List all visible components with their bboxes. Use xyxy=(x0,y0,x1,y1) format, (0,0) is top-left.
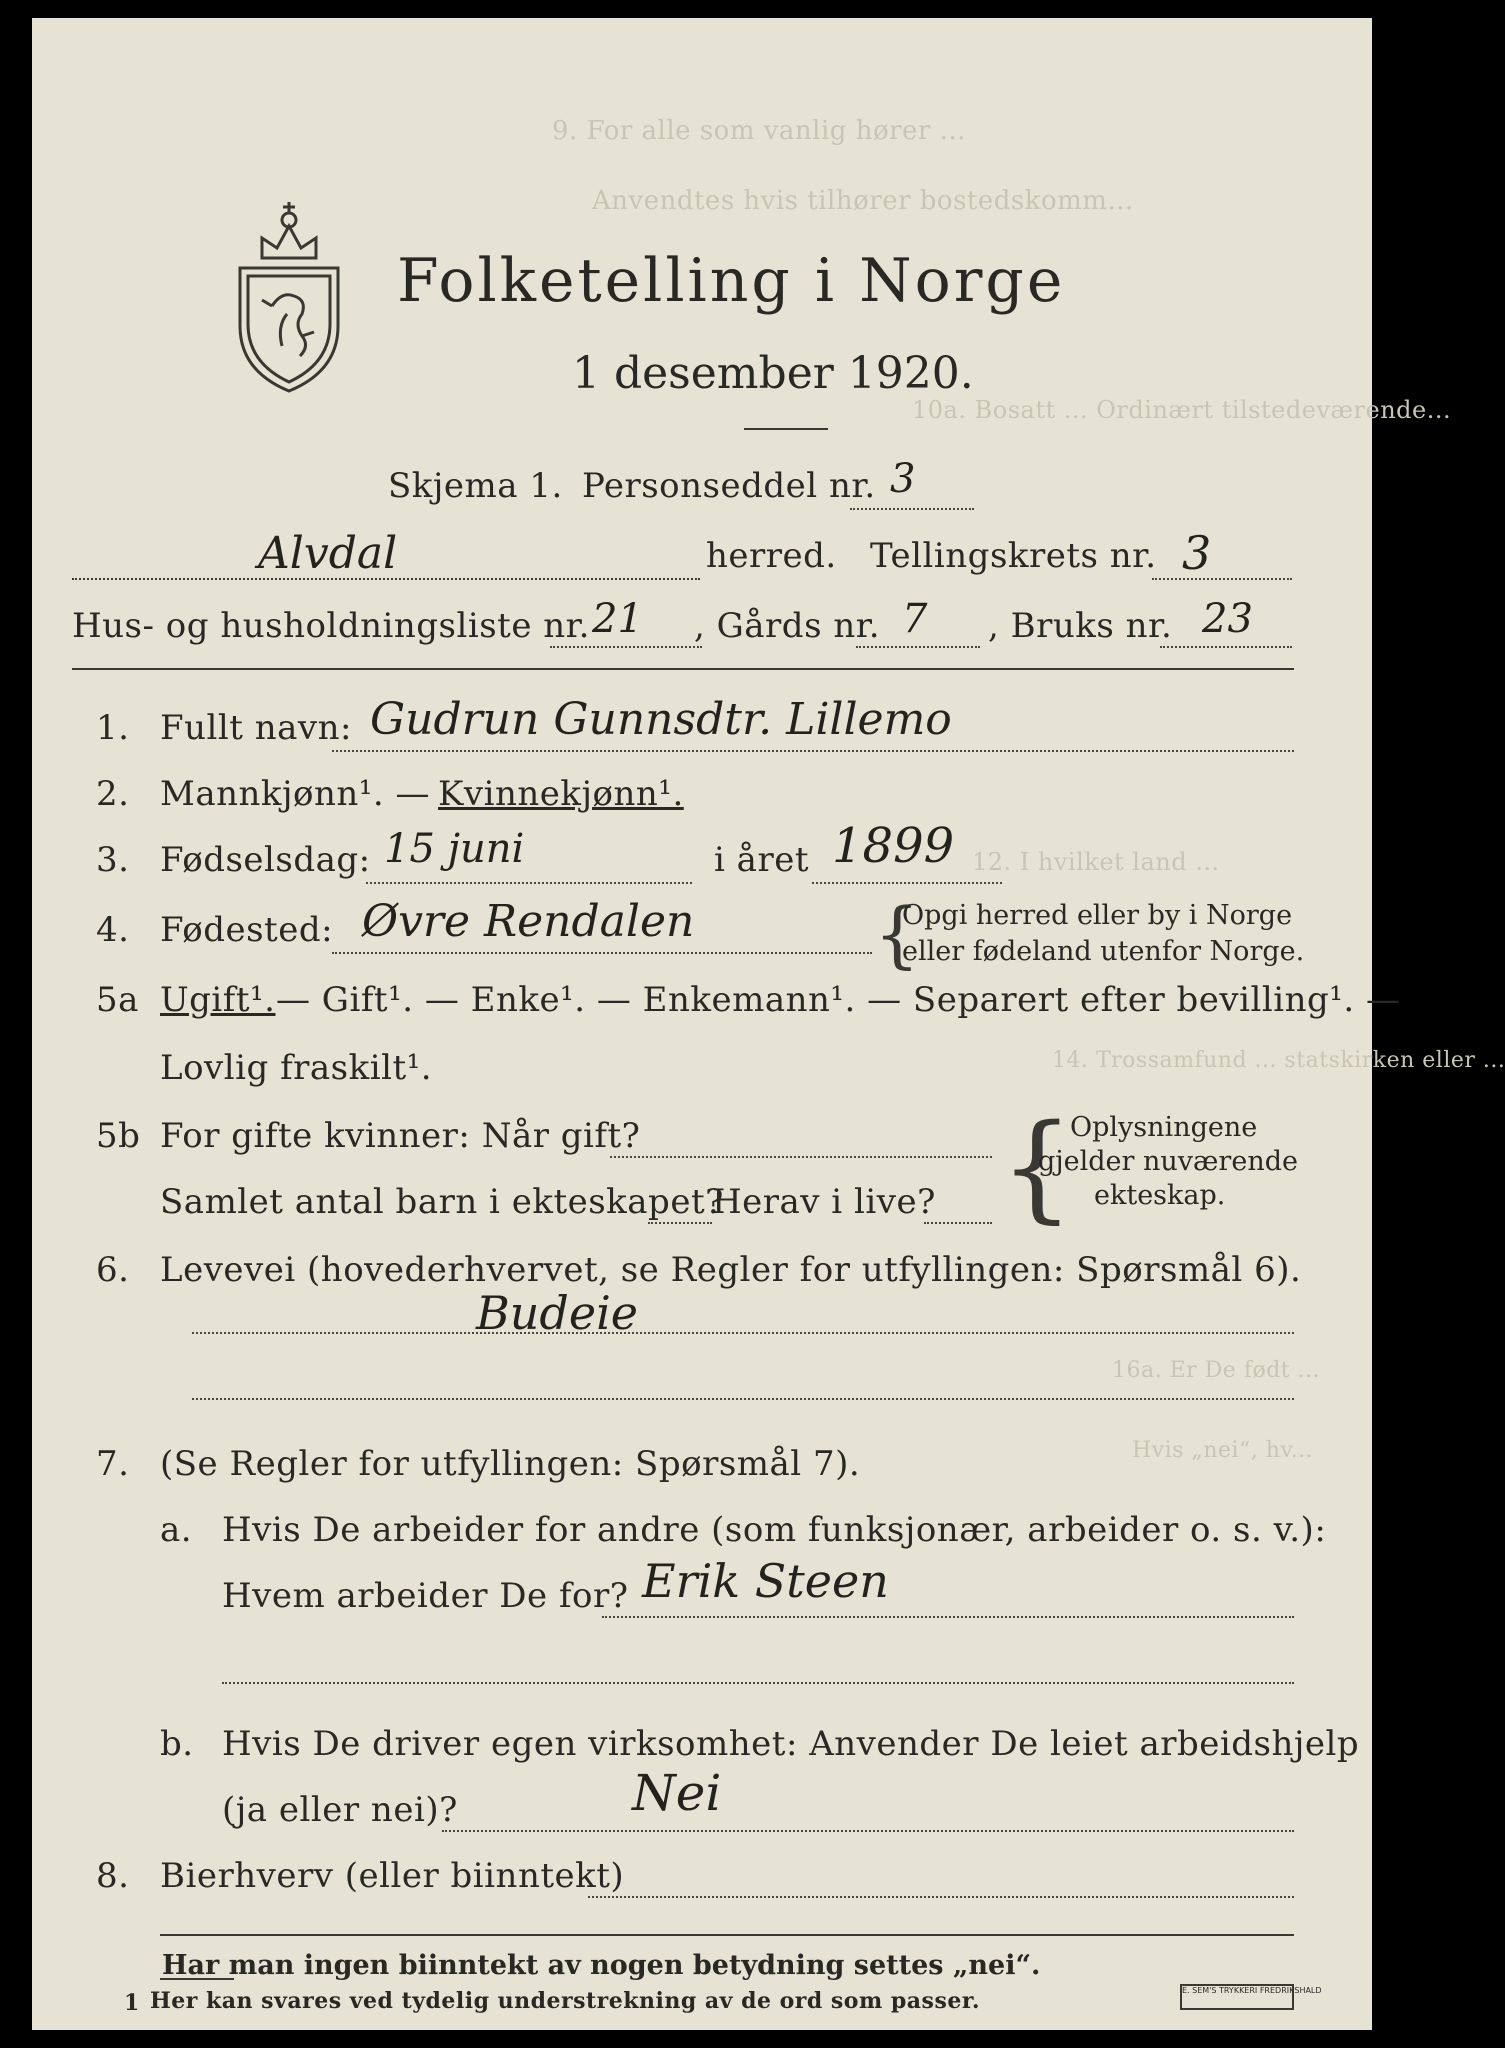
q5b-note-line3: ekteskap. xyxy=(1094,1180,1226,1211)
q5b-children-field-line xyxy=(648,1222,712,1224)
q7b-yesno-label: (ja eller nei)? xyxy=(222,1790,458,1830)
q6-field-line-2 xyxy=(192,1398,1294,1400)
q8-number: 8. xyxy=(96,1856,130,1896)
q7b-number: b. xyxy=(160,1724,194,1764)
printer-stamp: E. SEM'S TRYKKERI FREDRIKSHALD xyxy=(1180,1984,1294,2010)
q7b-field-line xyxy=(442,1830,1294,1832)
norway-coat-of-arms-icon xyxy=(232,196,347,396)
q4-number: 4. xyxy=(96,910,130,950)
q5b-note-line1: Oplysningene xyxy=(1070,1112,1258,1143)
hus-field-line xyxy=(550,646,702,648)
bleed-text: 9. For alle som vanlig hører ... xyxy=(552,116,966,146)
tellingskrets-label: Tellingskrets nr. xyxy=(870,536,1157,576)
herred-field-line xyxy=(72,578,700,580)
q7-label: (Se Regler for utfyllingen: Spørsmål 7). xyxy=(160,1444,861,1484)
q7a-field-line-2 xyxy=(222,1682,1294,1684)
bleed-text: Anvendtes hvis tilhører bostedskomm... xyxy=(592,186,1134,216)
q1-label: Fullt navn: xyxy=(160,708,352,748)
birthday-value[interactable]: 15 juni xyxy=(384,826,525,872)
q5a-other-options[interactable]: — Gift¹. — Enke¹. — Enkemann¹. — Separert efter bevilling¹. — xyxy=(276,980,1401,1020)
q4-label: Fødested: xyxy=(160,910,334,950)
q4-field-line xyxy=(332,952,872,954)
herred-label: herred. xyxy=(706,536,837,576)
q2-female-option[interactable]: Kvinnekjønn¹. xyxy=(438,774,684,814)
q5b-brace: { xyxy=(1000,1100,1074,1235)
q5b-alive-label: Herav i live? xyxy=(712,1182,936,1222)
occupation-value[interactable]: Budeie xyxy=(476,1286,639,1340)
schema-label: Skjema 1. xyxy=(388,466,563,506)
gards-value[interactable]: 7 xyxy=(902,596,928,642)
q2-number: 2. xyxy=(96,774,130,814)
herred-value[interactable]: Alvdal xyxy=(258,528,398,579)
bruks-value[interactable]: 23 xyxy=(1202,596,1253,642)
side-income-value[interactable]: Nei xyxy=(632,1764,722,1822)
hus-value[interactable]: 21 xyxy=(592,596,643,642)
q6-field-line-1 xyxy=(192,1332,1294,1334)
birthplace-value[interactable]: Øvre Rendalen xyxy=(362,896,695,947)
q5a-fraskilt-option[interactable]: Lovlig fraskilt¹. xyxy=(160,1048,433,1088)
q5b-number: 5b xyxy=(96,1116,141,1156)
gards-field-line xyxy=(856,646,980,648)
footnote-divider xyxy=(160,1978,234,1980)
bleed-text: 10a. Bosatt ... Ordinært tilstedeværende... xyxy=(912,396,1452,424)
footnote-text: Her kan svares ved tydelig understrekning av de ord som passer. xyxy=(150,1988,981,2014)
q3-label: Fødselsdag: xyxy=(160,840,371,880)
q6-number: 6. xyxy=(96,1250,130,1290)
personseddel-field-line xyxy=(850,508,974,510)
birth-year-value[interactable]: 1899 xyxy=(832,818,955,874)
q8-note: Har man ingen biinntekt av nogen betydning settes „nei“. xyxy=(162,1950,1041,1981)
q1-field-line xyxy=(332,750,1294,752)
employer-value[interactable]: Erik Steen xyxy=(642,1554,889,1608)
q5a-ugift-option[interactable]: Ugift¹. xyxy=(160,980,276,1020)
q7a-field-line-1 xyxy=(602,1616,1294,1618)
q4-brace: { xyxy=(874,892,920,976)
q8-label: Bierhverv (eller biinntekt) xyxy=(160,1856,625,1896)
bleed-text: Hvis „nei“, hv... xyxy=(1132,1438,1314,1463)
q7-number: 7. xyxy=(96,1444,130,1484)
bruks-field-line xyxy=(1160,646,1292,648)
personseddel-label: Personseddel nr. xyxy=(582,466,876,506)
gards-label: , Gårds nr. xyxy=(694,606,881,646)
q5b-married-label: For gifte kvinner: Når gift? xyxy=(160,1116,641,1156)
footer-divider xyxy=(160,1934,1294,1936)
bleed-text: 14. Trossamfund ... statskirken eller ... xyxy=(1052,1048,1505,1073)
hus-label: Hus- og husholdningsliste nr. xyxy=(72,606,590,646)
bleed-text: 12. I hvilket land ... xyxy=(972,848,1220,876)
bleed-text: 16a. Er De født ... xyxy=(1112,1358,1321,1383)
bruks-label: , Bruks nr. xyxy=(988,606,1173,646)
header-divider xyxy=(72,668,1294,670)
q4-note-line1: Opgi herred eller by i Norge xyxy=(902,900,1293,931)
q3-field-line xyxy=(366,882,692,884)
footnote-number: 1 xyxy=(124,1990,140,2016)
q3-number: 3. xyxy=(96,840,130,880)
q2-male-option[interactable]: Mannkjønn¹. — xyxy=(160,774,431,814)
q7a-number: a. xyxy=(160,1510,193,1550)
q6-label: Levevei (hovederhvervet, se Regler for utfyllingen: Spørsmål 6). xyxy=(160,1250,1302,1290)
personseddel-value[interactable]: 3 xyxy=(890,456,916,502)
q7b-label: Hvis De driver egen virksomhet: Anvender De leiet arbeidshjelp xyxy=(222,1724,1360,1764)
q5b-note-line2: gjelder nuværende xyxy=(1038,1146,1298,1177)
title-divider xyxy=(744,428,828,430)
q3-year-field-line xyxy=(812,882,1002,884)
q5a-number: 5a xyxy=(96,980,139,1020)
q1-number: 1. xyxy=(96,708,130,748)
tellingskrets-value[interactable]: 3 xyxy=(1182,526,1212,580)
q4-note-line2: eller fødeland utenfor Norge. xyxy=(902,936,1305,967)
q3-year-label: i året xyxy=(714,840,809,880)
q5b-alive-field-line xyxy=(924,1222,992,1224)
q5b-children-label: Samlet antal barn i ekteskapet? xyxy=(160,1182,724,1222)
q7a-employer-label: Hvem arbeider De for? xyxy=(222,1576,629,1616)
q7a-label: Hvis De arbeider for andre (som funksjonær, arbeider o. s. v.): xyxy=(222,1510,1327,1550)
full-name-value[interactable]: Gudrun Gunnsdtr. Lillemo xyxy=(370,694,952,745)
q8-field-line xyxy=(588,1896,1294,1898)
tellingskrets-field-line xyxy=(1152,578,1292,580)
form-title: Folketelling i Norge xyxy=(397,246,1066,316)
form-date: 1 desember 1920. xyxy=(572,348,974,399)
census-form xyxy=(32,18,1505,2030)
q5b-married-field-line xyxy=(610,1156,992,1158)
